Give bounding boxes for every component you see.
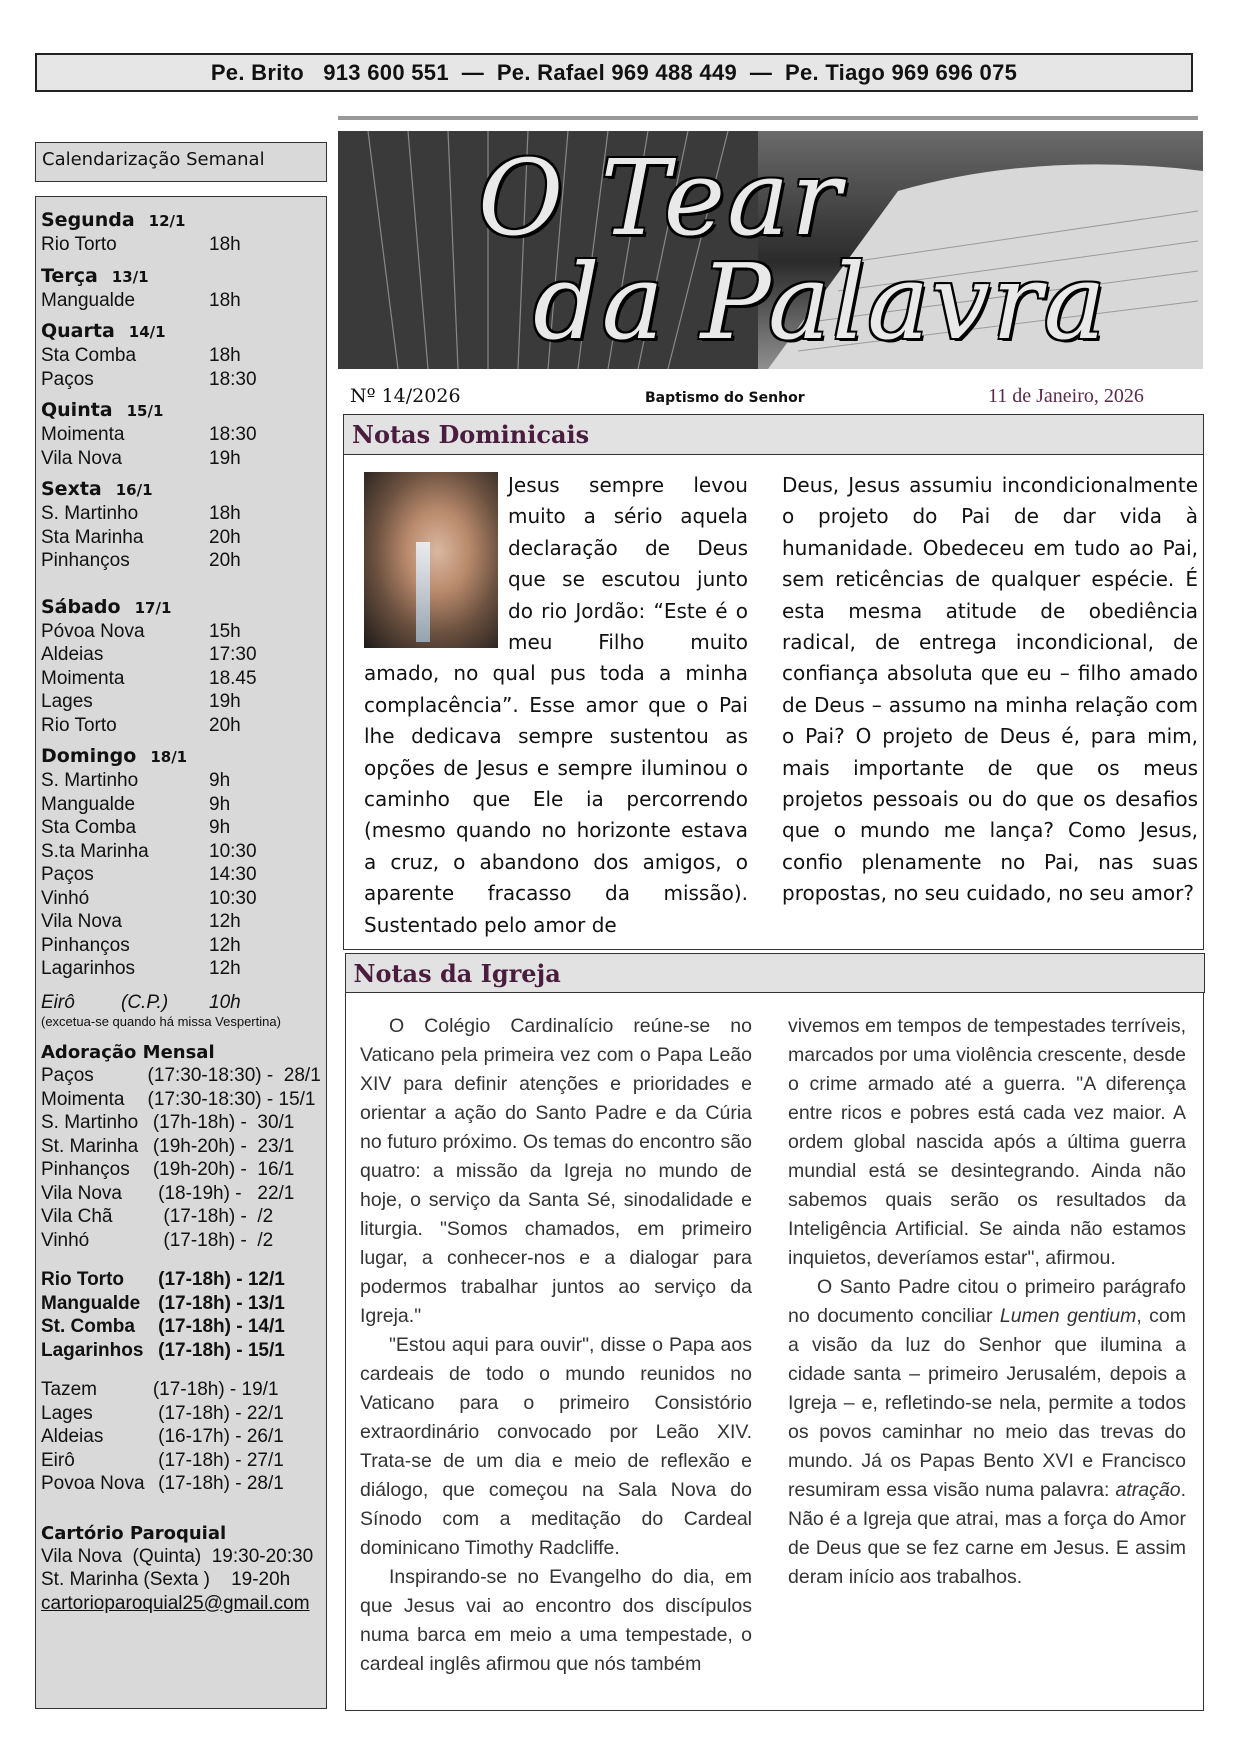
dominicais-col1-text: Jesus sempre levou muito a sério aquela declaração de Deus que se escutou junto do rio Jordão: “Este é o meu Filho muito amado, no qual pus toda a minha complacência”. Esse amor que o Pai lhe dedicava sempre sustentou as opções de Jesus e sempre iluminou o caminho que Ele ia percorrendo (mesmo quando no horizonte estava a cruz, o abandono dos amigos, o aparente fracasso da missão). Sustentado pelo amor de <box>364 473 748 937</box>
adoracao-place: Vila Chã <box>41 1206 113 1227</box>
mass-place: Rio Torto <box>41 234 117 255</box>
mass-place: Rio Torto <box>41 714 117 736</box>
adoracao-place: S. Martinho <box>41 1112 139 1133</box>
mass-time: 20h <box>209 526 241 548</box>
dominicais-column-1 <box>364 470 748 941</box>
adoracao-row <box>41 1378 321 1402</box>
occasion: Baptismo do Senhor <box>645 390 805 406</box>
mass-place: Póvoa Nova <box>41 620 145 642</box>
contacts-text: Pe. Brito 913 600 551 — Pe. Rafael 969 488 449 — Pe. Tiago 969 696 075 <box>210 59 1018 85</box>
mass-time: 19h <box>209 447 241 469</box>
hands-water-photo <box>364 472 498 648</box>
adoracao-time: (16-17h) - 26/1 <box>137 1426 284 1447</box>
notas-igreja-heading: Notas da Igreja <box>345 953 1205 993</box>
adoracao-time: (17h-18h) - 30/1 <box>137 1112 295 1133</box>
adoracao-place: Paços <box>41 1065 94 1086</box>
calendar-title: Calendarização Semanal <box>35 142 327 182</box>
mass-row <box>41 863 321 887</box>
adoracao-time: (17-18h) - 13/1 <box>137 1292 285 1314</box>
day-date: 12/1 <box>148 212 186 230</box>
mass-place: Vinhó <box>41 887 90 909</box>
mass-place: Paços <box>41 864 94 885</box>
adoracao-row <box>41 1315 321 1339</box>
mass-time: 18h <box>209 234 241 255</box>
mass-time: 18h <box>209 503 241 524</box>
adoracao-place: Lages <box>41 1402 93 1424</box>
atracao-word: atração <box>1115 1479 1181 1501</box>
mass-time: 9h <box>209 793 231 815</box>
adoracao-place: Vila Nova <box>41 1182 122 1204</box>
adoracao-more-list <box>41 1378 321 1496</box>
adoracao-place: Eirô <box>41 1449 75 1471</box>
day-name: Segunda <box>41 209 135 231</box>
cartorio-list <box>41 1545 321 1592</box>
adoracao-time: (17-18h) - 22/1 <box>137 1402 284 1424</box>
cartorio-row <box>41 1568 321 1592</box>
day-date: 18/1 <box>150 748 188 766</box>
mass-time: 10:30 <box>209 887 257 909</box>
mass-time: 18h <box>209 289 241 311</box>
adoracao-row <box>41 1402 321 1426</box>
adoracao-row <box>41 1449 321 1473</box>
mass-time: 17:30 <box>209 644 257 665</box>
mass-time: 14:30 <box>209 864 257 885</box>
adoracao-row <box>41 1205 321 1229</box>
cartorio-title: Cartório Paroquial <box>41 1522 227 1544</box>
masthead-banner <box>338 131 1203 369</box>
day-date: 15/1 <box>126 402 164 420</box>
day-date: 13/1 <box>111 267 149 286</box>
day-name: Terça <box>41 264 98 287</box>
adoracao-place: Rio Torto <box>41 1269 125 1290</box>
adoracao-time: (19h-20h) - 16/1 <box>137 1159 295 1180</box>
adoracao-place: St. Comba <box>41 1316 135 1337</box>
cartorio-time: 19-20h <box>209 1569 291 1590</box>
masthead-title-line1: O Tear <box>478 137 843 259</box>
mass-row <box>41 344 321 368</box>
day-heading <box>41 595 321 620</box>
mass-row <box>41 447 321 471</box>
adoracao-time: (18-19h) - 22/1 <box>137 1182 295 1204</box>
issue-number: Nº 14/2026 <box>350 385 461 407</box>
mass-place: Pinhanços <box>41 934 130 956</box>
mass-row <box>41 667 321 691</box>
mass-time: 20h <box>209 550 241 571</box>
day-heading <box>41 264 321 289</box>
adoracao-row <box>41 1088 321 1112</box>
cartorio-row <box>41 1545 321 1569</box>
mass-time: 18:30 <box>209 368 257 390</box>
adoracao-row <box>41 1339 321 1363</box>
igreja-paragraph: O Santo Padre citou o primeiro parágrafo no documento conciliar Lumen gentium, com a visão da luz do Senhor que ilumina a cidade santa – primeiro Jerusalém, depois a Igreja – e, refletindo-se nela, permite a todos os povos caminhar no meio das trevas do mundo. Já os Papas Bento XVI e Francisco resumiram essa visão numa palavra: atração. Não é a Igreja que atrai, mas a força do Amor de Deus que se fez carne em Jesus. E assim deram início aos trabalhos. <box>788 1276 1186 1588</box>
mass-place: Lages <box>41 691 93 712</box>
adoracao-row <box>41 1472 321 1496</box>
mass-row <box>41 816 321 840</box>
eiro-place: Eirô <box>41 991 75 1013</box>
adoracao-place: Lagarinhos <box>41 1339 144 1361</box>
day-name: Sexta <box>41 478 102 500</box>
notas-dominicais-heading: Notas Dominicais <box>344 415 1203 455</box>
adoracao-place: St. Marinha <box>41 1135 139 1157</box>
day-date: 16/1 <box>115 481 153 499</box>
mass-place: Mangualde <box>41 289 136 311</box>
adoracao-time: (17-18h) - 27/1 <box>137 1449 284 1471</box>
adoracao-time: (17-18h) - 15/1 <box>137 1339 285 1361</box>
mass-row <box>41 526 321 550</box>
cartorio-time: 19:30-20:30 <box>201 1545 314 1567</box>
mass-time: 9h <box>209 770 231 791</box>
mass-row <box>41 620 321 644</box>
mass-time: 15h <box>209 620 241 642</box>
adoracao-time: (17-18h) - 14/1 <box>137 1316 285 1337</box>
mass-row <box>41 714 321 738</box>
mass-place: Sta Comba <box>41 345 137 366</box>
igreja-column-2 <box>788 1012 1186 1592</box>
mass-place: Lagarinhos <box>41 958 136 979</box>
mass-place: Sta Comba <box>41 817 137 838</box>
notas-igreja-section <box>345 953 1204 1711</box>
mass-place: S. Martinho <box>41 770 139 791</box>
igreja-paragraph: vivemos em tempos de tempestades terríveis, marcados por uma violência crescente, desde o crime armado até a guerra. "A diferença entre ricos e pobres está cada vez maior. A ordem global nascida após a última guerra mundial está se desintegrando. Ainda não sabemos quais serão os resultados da Inteligência Artificial. Se ainda não estamos inquietos, deveríamos estar", afirmou. <box>788 1015 1186 1269</box>
adoracao-time: (17:30-18:30) - 15/1 <box>137 1088 316 1110</box>
adoracao-place: Moimenta <box>41 1088 125 1110</box>
adoracao-row <box>41 1425 321 1449</box>
eiro-note: (C.P.) <box>121 991 169 1013</box>
adoracao-place: Mangualde <box>41 1292 141 1314</box>
mass-place: Sta Marinha <box>41 526 144 548</box>
adoracao-time: (19h-20h) - 23/1 <box>137 1135 295 1157</box>
mass-time: 12h <box>209 958 241 979</box>
mass-time: 9h <box>209 817 231 838</box>
mass-time: 18h <box>209 345 241 366</box>
day-name: Quinta <box>41 399 113 421</box>
mass-place: Paços <box>41 368 94 390</box>
mass-place: Moimenta <box>41 667 125 689</box>
mass-time: 12h <box>209 934 241 956</box>
igreja-column-1 <box>360 1012 752 1679</box>
day-date: 17/1 <box>134 598 172 617</box>
adoracao-time: (17:30-18:30) - 28/1 <box>137 1065 321 1086</box>
masthead-title-line2: da Palavra <box>533 241 1108 363</box>
mass-row <box>41 423 321 447</box>
cartorio-place: Vila Nova (Quinta) <box>41 1545 202 1567</box>
adoracao-bold-list <box>41 1268 321 1362</box>
igreja-paragraph: Inspirando-se no Evangelho do dia, em que Jesus vai ao encontro dos discípulos numa barca em meio a uma tempestade, o cardeal inglês afirmou que nós também <box>360 1566 752 1675</box>
adoracao-place: Vinhó <box>41 1229 90 1251</box>
mass-row <box>41 502 321 526</box>
adoracao-place: Aldeias <box>41 1426 104 1447</box>
eiro-row <box>41 991 321 1030</box>
day-heading <box>41 744 321 769</box>
mass-row <box>41 233 321 257</box>
dominicais-column-2: Deus, Jesus assumiu incondicionalmente o projeto do Pai de dar vida à humanidade. Obedeceu em tudo ao Pai, sem reticências de qualquer espécie. É esta mesma atitude de obediência radical, de entrega incondicional, de confiança absoluta que eu – filho amado de Deus – assumo na minha relação com o Pai? O projeto de Deus é, para mim, mais importante de que os meus projetos pessoais ou do que os desafios que o mundo me lança? Como Jesus, confio plenamente no Pai, nas suas propostas, no seu cuidado, no seu amor? <box>782 473 1198 906</box>
mass-row <box>41 289 321 313</box>
adoracao-place: Povoa Nova <box>41 1473 145 1494</box>
adoracao-row <box>41 1268 321 1292</box>
eiro-time: 10h <box>209 991 241 1013</box>
day-heading <box>41 208 321 233</box>
mass-place: Vila Nova <box>41 447 122 469</box>
mass-row <box>41 769 321 793</box>
adoracao-row <box>41 1064 321 1088</box>
mass-time: 18.45 <box>209 667 257 689</box>
adoracao-row <box>41 1135 321 1159</box>
mass-row <box>41 887 321 911</box>
mass-row <box>41 910 321 934</box>
igreja-paragraph: O Colégio Cardinalício reúne-se no Vaticano pela primeira vez com o Papa Leão XIV para definir atenções e prioridades e orientar a ação do Santo Padre e da Cúria no futuro próximo. Os temas do encontro são quatro: a missão da Igreja no mundo de hoje, o serviço da Santa Sé, sinodalidade e liturgia. "Somos chamados, em primeiro lugar, a conhecer-nos e a dialogar para podermos trabalhar juntos ao serviço da Igreja." <box>360 1015 752 1327</box>
mass-place: Pinhanços <box>41 550 130 571</box>
mass-place: S. Martinho <box>41 503 139 524</box>
header-rule <box>338 116 1198 120</box>
mass-time: 12h <box>209 911 241 932</box>
adoracao-time: (17-18h) - /2 <box>137 1206 274 1227</box>
cartorio-place: St. Marinha (Sexta ) <box>41 1569 210 1590</box>
adoracao-place: Pinhanços <box>41 1159 130 1180</box>
mass-row <box>41 368 321 392</box>
mass-place: Vila Nova <box>41 911 122 932</box>
mass-time: 10:30 <box>209 840 257 862</box>
adoracao-time: (17-18h) - /2 <box>137 1229 274 1251</box>
mass-row <box>41 549 321 573</box>
day-heading <box>41 477 321 502</box>
mass-row <box>41 840 321 864</box>
adoracao-place: Tazem <box>41 1379 97 1400</box>
adoracao-row <box>41 1158 321 1182</box>
mass-place: Moimenta <box>41 424 125 445</box>
lumen-gentium-title: Lumen gentium <box>999 1305 1137 1327</box>
adoracao-time: (17-18h) - 12/1 <box>137 1269 285 1290</box>
notas-dominicais-section <box>343 414 1204 950</box>
issue-date: 11 de Janeiro, 2026 <box>988 385 1144 407</box>
mass-time: 18:30 <box>209 424 257 445</box>
adoracao-row <box>41 1229 321 1253</box>
email-link[interactable]: cartorioparoquial25@gmail.com <box>41 1592 310 1614</box>
contacts-bar <box>35 53 1193 92</box>
mass-row <box>41 957 321 981</box>
day-date: 14/1 <box>128 323 166 341</box>
mass-place: Aldeias <box>41 644 104 665</box>
adoracao-row <box>41 1111 321 1135</box>
igreja-paragraph: "Estou aqui para ouvir", disse o Papa aos cardeais de todo o mundo reunidos no Vaticano para o primeiro Consistório extraordinário convocado por Leão XIV. Trata-se de um dia e meio de reflexão e diálogo, que começou na Sala Nova do Sínodo com a meditação do Cardeal dominicano Timothy Radcliffe. <box>360 1334 752 1559</box>
adoracao-row <box>41 1182 321 1206</box>
mass-row <box>41 643 321 667</box>
adoracao-time: (17-18h) - 28/1 <box>137 1473 284 1494</box>
day-heading <box>41 319 321 344</box>
mass-row <box>41 793 321 817</box>
adoracao-time: (17-18h) - 19/1 <box>137 1379 279 1400</box>
mass-time: 19h <box>209 691 241 712</box>
mass-row <box>41 934 321 958</box>
mass-place: S.ta Marinha <box>41 840 149 862</box>
adoracao-title: Adoração Mensal <box>41 1042 215 1063</box>
day-name: Quarta <box>41 320 115 342</box>
day-name: Sábado <box>41 595 121 618</box>
eiro-exception: (excetua-se quando há missa Vespertina) <box>41 1014 281 1029</box>
day-name: Domingo <box>41 745 137 767</box>
mass-row <box>41 690 321 714</box>
mass-time: 20h <box>209 714 241 736</box>
adoracao-list <box>41 1064 321 1252</box>
sidebar-schedule <box>35 196 327 1709</box>
day-heading <box>41 398 321 423</box>
days-list <box>41 208 321 981</box>
mass-place: Mangualde <box>41 793 136 815</box>
adoracao-row <box>41 1292 321 1316</box>
